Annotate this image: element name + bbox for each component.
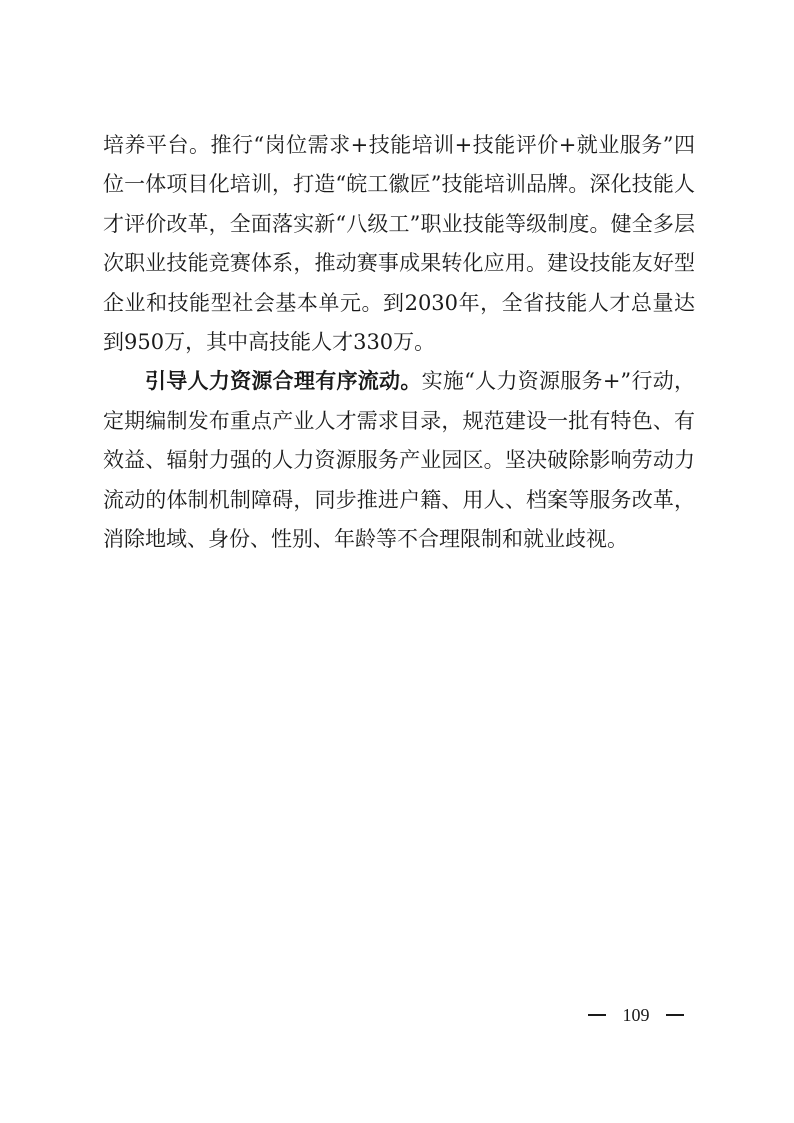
paragraph-labor-mobility	[103, 362, 695, 559]
page-number: 109	[622, 1004, 650, 1025]
paragraph-continuation	[103, 126, 695, 362]
page-footer	[588, 1000, 684, 1030]
paragraph-text: 实施“人力资源服务+”行动，定期编制发布重点产业人才需求目录，规范建设一批有特色、有效益、辐射力强的人力资源服务产业园区。坚决破除影响劳动力流动的体制机制障碍，同步推进户籍、用人、档案等服务改革，消除地域、身份、性别、年龄等不合理限制和就业歧视。	[103, 369, 695, 552]
paragraph-text: 培养平台。推行“岗位需求+技能培训+技能评价+就业服务”四位一体项目化培训，打造“皖工徽匠”技能培训品牌。深化技能人才评价改革，全面落实新“八级工”职业技能等级制度。健全多层次职业技能竞赛体系，推动赛事成果转化应用。建设技能友好型企业和技能型社会基本单元。到2030年，全省技能人才总量达到950万，其中高技能人才330万。	[103, 133, 695, 355]
dash-right-icon	[666, 1014, 684, 1016]
dash-left-icon	[588, 1014, 606, 1016]
paragraph-heading: 引导人力资源合理有序流动。	[145, 369, 422, 394]
document-body	[103, 126, 695, 559]
